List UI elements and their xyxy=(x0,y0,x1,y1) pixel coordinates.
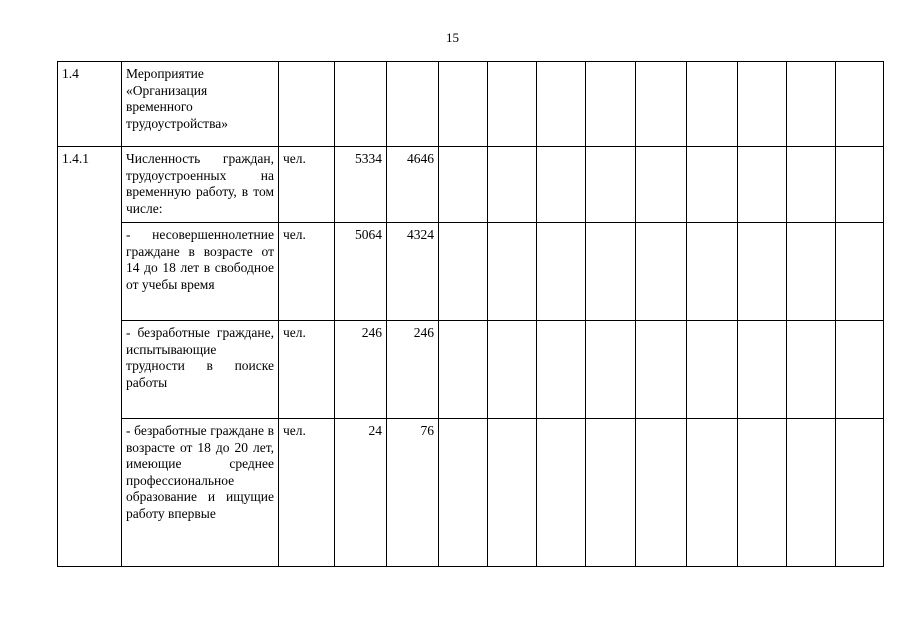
empty-cell xyxy=(586,147,636,223)
page-number: 15 xyxy=(446,30,459,45)
empty-cell xyxy=(687,62,738,147)
empty-cell xyxy=(537,62,586,147)
unit-cell xyxy=(279,62,335,147)
empty-cell xyxy=(738,223,787,321)
empty-cell xyxy=(537,223,586,321)
table-row xyxy=(58,321,884,419)
unit-cell: чел. xyxy=(279,419,335,567)
empty-cell xyxy=(687,147,738,223)
empty-cell xyxy=(687,419,738,567)
empty-cell xyxy=(439,419,488,567)
empty-cell xyxy=(488,321,537,419)
empty-cell xyxy=(836,321,884,419)
empty-cell xyxy=(488,419,537,567)
empty-cell xyxy=(636,223,687,321)
table-row xyxy=(58,147,884,223)
empty-cell xyxy=(537,321,586,419)
empty-cell xyxy=(738,321,787,419)
unit-cell: чел. xyxy=(279,321,335,419)
empty-cell xyxy=(537,419,586,567)
row-number: 1.4 xyxy=(58,62,122,147)
empty-cell xyxy=(787,147,836,223)
table-row xyxy=(58,419,884,567)
row-description: - безработные граждане, испытывающие трудности в поиске работы xyxy=(122,321,279,419)
empty-cell xyxy=(636,321,687,419)
value-cell: 24 xyxy=(335,419,387,567)
empty-cell xyxy=(586,419,636,567)
empty-cell xyxy=(836,223,884,321)
unit-cell: чел. xyxy=(279,147,335,223)
table-row xyxy=(58,62,884,147)
empty-cell xyxy=(586,321,636,419)
empty-cell xyxy=(687,321,738,419)
empty-cell xyxy=(586,223,636,321)
table-row xyxy=(58,223,884,321)
row-description: Мероприятие «Организация временного трудоустройства» xyxy=(122,62,279,147)
empty-cell xyxy=(738,419,787,567)
empty-cell xyxy=(787,223,836,321)
empty-cell xyxy=(439,62,488,147)
empty-cell xyxy=(439,321,488,419)
empty-cell xyxy=(537,147,586,223)
empty-cell xyxy=(738,147,787,223)
empty-cell xyxy=(687,223,738,321)
empty-cell xyxy=(636,147,687,223)
value-cell: 5064 xyxy=(335,223,387,321)
empty-cell xyxy=(488,147,537,223)
value-cell: 246 xyxy=(387,321,439,419)
empty-cell xyxy=(488,223,537,321)
empty-cell xyxy=(439,147,488,223)
empty-cell xyxy=(836,147,884,223)
empty-cell xyxy=(439,223,488,321)
row-description: Численность граждан, трудоустроенных на временную работу, в том числе: xyxy=(122,147,279,223)
empty-cell xyxy=(586,62,636,147)
row-number: 1.4.1 xyxy=(58,147,122,567)
value-cell xyxy=(335,62,387,147)
row-description: - несовершеннолетние граждане в возрасте от 14 до 18 лет в свободное от учебы время xyxy=(122,223,279,321)
unit-cell: чел. xyxy=(279,223,335,321)
empty-cell xyxy=(836,62,884,147)
empty-cell xyxy=(636,419,687,567)
value-cell: 246 xyxy=(335,321,387,419)
value-cell: 4646 xyxy=(387,147,439,223)
empty-cell xyxy=(836,419,884,567)
value-cell: 76 xyxy=(387,419,439,567)
empty-cell xyxy=(787,321,836,419)
row-description: - безработные граждане в возрасте от 18 до 20 лет, имеющие среднее профессиональное образование и ищущие работу впервые xyxy=(122,419,279,567)
empty-cell xyxy=(787,62,836,147)
empty-cell xyxy=(488,62,537,147)
value-cell: 5334 xyxy=(335,147,387,223)
empty-cell xyxy=(787,419,836,567)
indicators-table xyxy=(57,61,884,567)
value-cell xyxy=(387,62,439,147)
empty-cell xyxy=(636,62,687,147)
value-cell: 4324 xyxy=(387,223,439,321)
empty-cell xyxy=(738,62,787,147)
